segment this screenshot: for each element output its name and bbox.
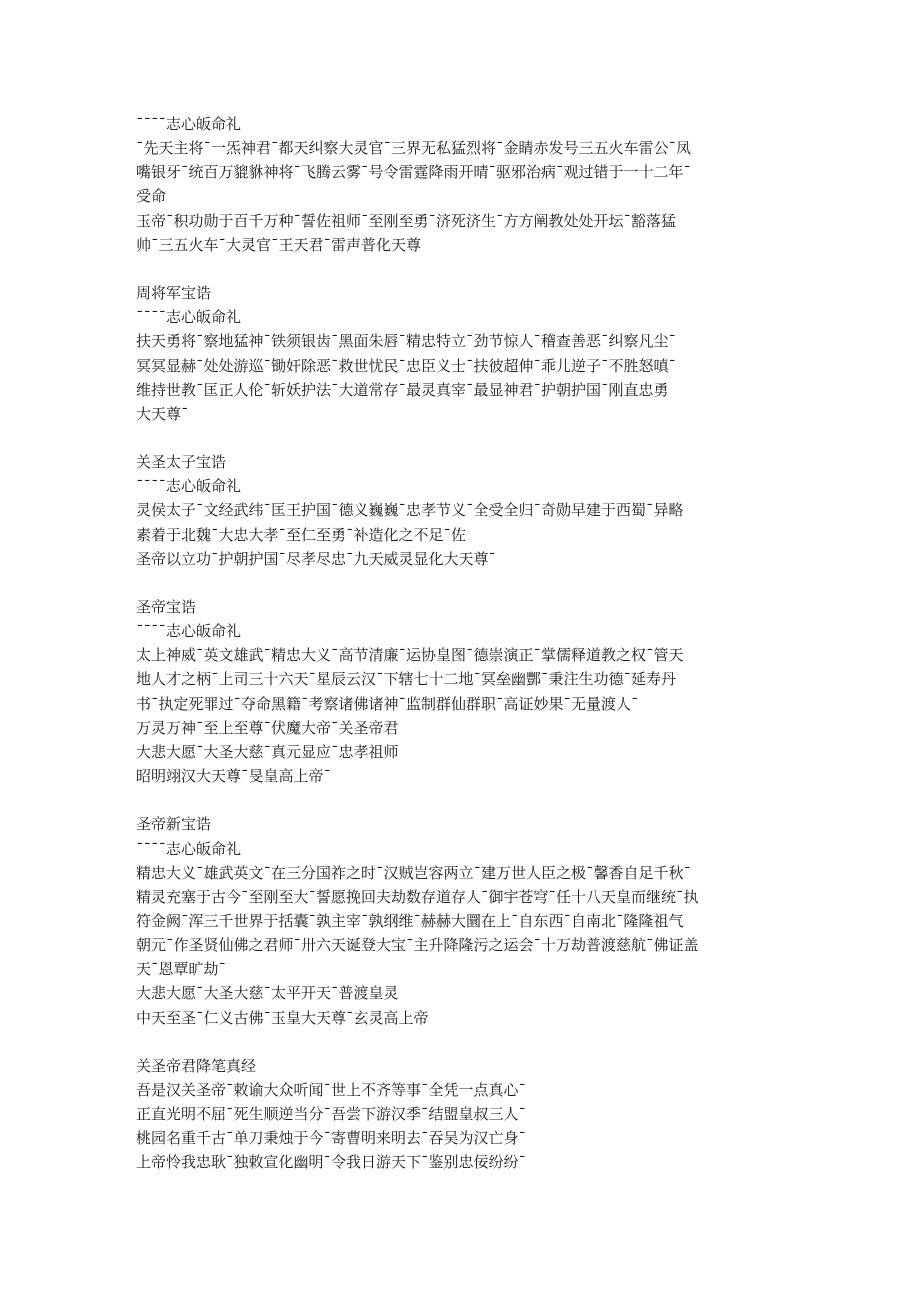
text-line: 地人才之柄¯上司三十六天¯星辰云汉¯下辖七十二地¯冥垒幽酆¯秉注生功德¯延寿丹 (136, 670, 677, 689)
text-line: 圣帝宝诰 (136, 598, 197, 616)
text-line: ¯¯¯¯志心皈命礼 (136, 839, 242, 858)
text-line: 关圣帝君降笔真经 (136, 1056, 257, 1075)
text-line: 灵侯太子¯文经武纬¯匡王护国¯德义巍巍¯忠孝节义¯全受全归¯奇勋早建于西蜀¯异略 (136, 501, 684, 520)
text-line: 吾是汉关圣帝¯敕谕大众听闻¯世上不齐等事¯全凭一点真心¯ (136, 1081, 527, 1099)
text-line: 冥冥显赫¯处处游巡¯锄奸除恶¯救世忧民¯忠臣义士¯扶彼超伸¯乖儿逆子¯不胜怒嗔¯ (136, 356, 677, 375)
text-line: 受命 (136, 187, 167, 206)
text-line: 朝元¯作圣贤仙佛之君师¯卅六天诞登大宝¯主升降隆污之运会¯十万劫普渡慈航¯佛证盖 (136, 936, 699, 955)
text-line: 精灵充塞于古今¯至刚至大¯誓愿挽回夫劫数存道存人¯御宇苍穹¯任十八天皇而继统¯执 (136, 887, 699, 906)
text-line: 圣帝新宝诰 (136, 815, 212, 834)
text-line: 正直光明不屈¯死生顺逆当分¯吾尝下游汉季¯结盟皇叔三人¯ (136, 1105, 527, 1124)
text-line: 精忠大义¯雄武英文¯在三分国祚之时¯汉贼岂容两立¯建万世人臣之极¯馨香自足千秋¯ (136, 863, 692, 882)
text-line: 上帝怜我忠耿¯独敕宣化幽明¯令我日游天下¯鉴别忠佞纷纷¯ (136, 1153, 527, 1172)
text-line: 大天尊¯ (136, 404, 189, 423)
text-line: 天¯恩覃旷劫¯ (136, 960, 227, 979)
text-line: 素着于北魏¯大忠大孝¯至仁至勇¯补造化之不足¯佐 (136, 525, 467, 544)
text-line: 昭明翊汉大天尊¯旻皇高上帝¯ (136, 767, 332, 786)
text-line: 圣帝以立功¯护朝护国¯尽孝尽忠¯九天威灵显化大天尊¯ (136, 549, 497, 568)
text-line: 桃园名重千古¯单刀秉烛于今¯寄曹明来明去¯吞吴为汉亡身¯ (136, 1129, 527, 1148)
text-line: ¯¯¯¯志心皈命礼 (136, 622, 242, 641)
text-line: 关圣太子宝诰 (136, 453, 227, 472)
text-line: 周将军宝诰 (136, 284, 212, 303)
text-line: ¯¯¯¯志心皈命礼 (136, 115, 242, 133)
text-line: 中天至圣¯仁义古佛¯玉皇大天尊¯玄灵高上帝 (136, 1008, 429, 1027)
text-line: 大悲大愿¯大圣大慈¯真元显应¯忠孝祖师 (136, 742, 399, 761)
text-line: 书¯执定死罪过¯夺命黑籍¯考察诸佛诸神¯监制群仙群职¯高证妙果¯无量渡人¯ (136, 694, 639, 713)
text-line: 嘴银牙¯统百万貔貅神将¯飞腾云雾¯号令雷霆降雨开晴¯驱邪治病¯观过错于一十二年¯ (136, 163, 692, 182)
text-line: 符金阙¯浑三千世界于括囊¯孰主宰¯孰纲维¯赫赫大圜在上¯自东西¯自南北¯隆隆祖气 (136, 911, 684, 930)
text-line: ¯¯¯¯志心皈命礼 (136, 477, 242, 496)
text-line: 玉帝¯积功勋于百千万种¯誓佐祖师¯至刚至勇¯济死济生¯方方阐教处处开坛¯豁落猛 (136, 211, 677, 230)
text-line: 万灵万神¯至上至尊¯伏魔大帝¯关圣帝君 (136, 718, 399, 737)
text-line: 维持世教¯匡正人伦¯斩妖护法¯大道常存¯最灵真宰¯最显神君¯护朝护国¯刚直忠勇 (136, 380, 669, 399)
text-line: ¯先天主将¯一炁神君¯都天纠察大灵官¯三界无私猛烈将¯金睛赤发号三五火车雷公¯凤 (136, 139, 692, 158)
text-line: ¯¯¯¯志心皈命礼 (136, 308, 242, 327)
text-line: 扶天勇将¯察地猛神¯铁须银齿¯黑面朱唇¯精忠特立¯劲节惊人¯稽查善恶¯纠察凡尘¯ (136, 332, 677, 351)
text-line: 太上神威¯英文雄武¯精忠大义¯高节清廉¯运协皇图¯德崇演正¯掌儒释道教之权¯管天 (136, 646, 684, 665)
text-line: 帅¯三五火车¯大灵官¯王天君¯雷声普化天尊 (136, 235, 422, 254)
text-line: 大悲大愿¯大圣大慈¯太平开天¯普渡皇灵 (136, 984, 399, 1003)
